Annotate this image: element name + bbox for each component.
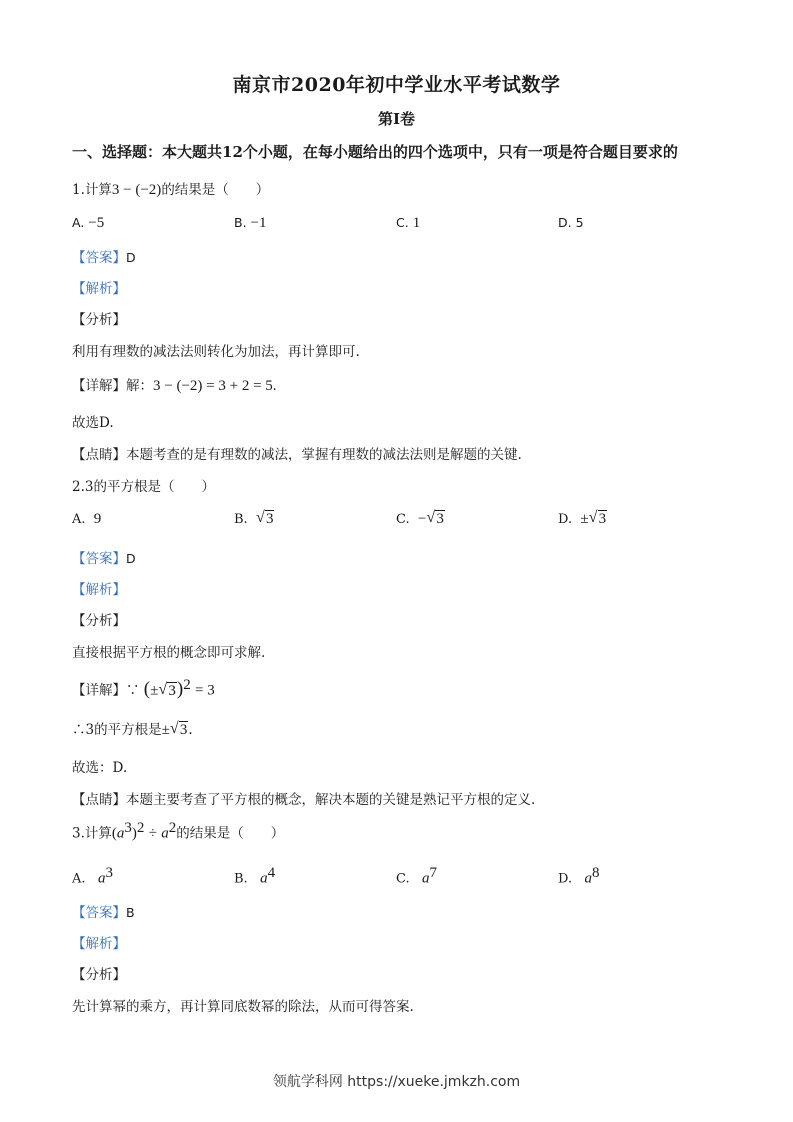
q3-jiexi-label: 【解析】 [72,936,126,952]
q3-fenxi-label: 【分析】 [72,967,126,983]
question-2-stem: 2.3的平方根是（ ） [72,479,215,495]
q1-jiexi-label: 【解析】 [72,281,126,297]
q3-option-c: C. $a^7$ [396,865,438,887]
q2-fenxi-label: 【分析】 [72,613,126,629]
paper-section-title: 第Ⅰ卷 [377,110,416,128]
q1-answer: 【答案】D [72,250,136,266]
q1-option-d: D. 5 [558,215,584,230]
q2-comment: 【点睛】本题主要考查了平方根的概念，解决本题的关键是熟记平方根的定义. [72,792,536,808]
q2-fenxi-text: 直接根据平方根的概念即可求解. [72,645,266,661]
q2-detail: 【详解】∵ (± √ 3)$^2$ = 3 [72,677,215,700]
q2-therefore: ∴3的平方根是± √ 3. [72,720,193,738]
q1-option-a: A. −5 [72,215,105,231]
page-title: 南京市2020年初中学业水平考试数学 [232,74,561,96]
q1-option-b: B. −1 [234,215,267,231]
q1-detail: 【详解】解：3 − (−2) = 3 + 2 = 5. [72,378,277,394]
q2-conclusion: 故选：D. [72,760,128,776]
q2-answer: 【答案】D [72,551,136,567]
page-footer-watermark: 领航学科网 https://xueke.jmkzh.com [272,1074,521,1090]
q1-option-c: C. 1 [396,215,421,231]
q3-option-d: D. $a^8$ [558,865,600,887]
q1-fenxi-text: 利用有理数的减法法则转化为加法，再计算即可. [72,344,360,360]
q2-option-c: C. − √ 3 [396,509,444,527]
q3-fenxi-text: 先计算幂的乘方，再计算同底数幂的除法，从而可得答案. [72,999,414,1015]
q1-comment: 【点睛】本题考查的是有理数的减法，掌握有理数的减法法则是解题的关键. [72,447,522,463]
question-1-expression: 3 − (−2) [111,182,162,198]
q2-option-b: B. √ 3 [234,509,274,527]
q3-answer: 【答案】B [72,905,135,921]
q3-option-a: A. $a^3$ [72,865,113,887]
q1-fenxi-label: 【分析】 [72,312,126,328]
q1-conclusion: 故选D. [72,415,114,431]
question-3-stem: 3.计算$(a^3)^2 \div a^2$的结果是（ ） [72,820,285,842]
q3-option-b: B. $a^4$ [234,865,276,887]
section-heading: 一、选择题：本大题共12个小题，在每小题给出的四个选项中，只有一项是符合题目要求的 [72,143,678,161]
q2-jiexi-label: 【解析】 [72,582,126,598]
q2-option-a: A. 9 [72,511,102,527]
q2-option-d: D. ± √ 3 [558,509,607,527]
question-1-stem: 1.计算3 − (−2)的结果是（ ） [72,182,270,198]
